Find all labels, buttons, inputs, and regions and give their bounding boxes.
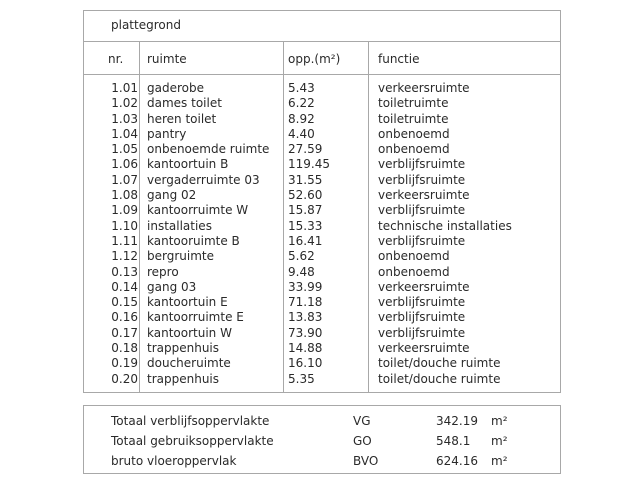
room-function: toiletruimte (378, 96, 449, 111)
total-value: 342.19 (436, 414, 478, 428)
column-header-functie: functie (378, 52, 420, 66)
room-number: 1.12 (111, 249, 138, 264)
room-function: verkeersruimte (378, 341, 470, 356)
totals-row (84, 451, 560, 471)
room-number: 0.18 (111, 341, 138, 356)
room-name: onbenoemde ruimte (147, 142, 270, 157)
room-function: toilet/douche ruimte (378, 356, 501, 371)
total-value: 548.1 (436, 434, 471, 448)
room-area: 15.33 (288, 218, 323, 233)
column-header-opp: opp.(m²) (288, 52, 341, 66)
table-row (84, 356, 560, 371)
room-number: 1.10 (111, 218, 138, 233)
room-function: verblijfsruimte (378, 295, 466, 310)
room-name: kantoortuin B (147, 157, 229, 172)
room-number: 1.07 (111, 172, 138, 187)
room-area: 5.35 (288, 371, 315, 386)
room-function: onbenoemd (378, 264, 450, 279)
table-body (84, 81, 560, 387)
room-area: 33.99 (288, 279, 323, 294)
table-row (84, 96, 560, 111)
table-title: plattegrond (111, 18, 181, 32)
room-function: verblijfsruimte (378, 203, 466, 218)
room-function: onbenoemd (378, 249, 450, 264)
room-number: 1.11 (111, 233, 138, 248)
room-name: heren toilet (147, 111, 217, 126)
total-value: 624.16 (436, 454, 478, 468)
room-function: onbenoemd (378, 142, 450, 157)
room-area: 27.59 (288, 142, 323, 157)
room-area: 31.55 (288, 172, 323, 187)
room-area: 15.87 (288, 203, 323, 218)
room-number: 0.19 (111, 356, 138, 371)
room-number: 1.02 (111, 96, 138, 111)
room-name: kantoortuin W (147, 325, 232, 340)
room-area: 6.22 (288, 96, 315, 111)
divider (84, 74, 560, 75)
room-name: kantoortuin E (147, 295, 228, 310)
totals-row (84, 431, 560, 451)
room-name: kantoorruimte W (147, 203, 249, 218)
room-number: 0.14 (111, 279, 138, 294)
room-area: 71.18 (288, 295, 323, 310)
room-number: 0.15 (111, 295, 138, 310)
room-number: 1.05 (111, 142, 138, 157)
total-label: Totaal gebruiksoppervlakte (111, 434, 274, 448)
room-number: 0.20 (111, 371, 138, 386)
table-row (84, 234, 560, 249)
table-row (84, 295, 560, 310)
room-name: dames toilet (147, 96, 222, 111)
table-row (84, 280, 560, 295)
table-row (84, 310, 560, 325)
room-function: verblijfsruimte (378, 310, 466, 325)
total-code: GO (353, 434, 372, 448)
room-area: 52.60 (288, 188, 323, 203)
room-name: gaderobe (147, 81, 204, 95)
table-row (84, 81, 560, 96)
room-area: 5.43 (288, 81, 315, 95)
room-function: toiletruimte (378, 111, 449, 126)
total-unit: m² (491, 414, 508, 428)
room-number: 0.17 (111, 325, 138, 340)
room-table (83, 10, 561, 393)
totals-box (83, 405, 561, 474)
table-row (84, 173, 560, 188)
room-number: 1.03 (111, 111, 138, 126)
room-area: 73.90 (288, 325, 323, 340)
total-code: VG (353, 414, 371, 428)
table-row (84, 112, 560, 127)
table-row (84, 372, 560, 387)
room-area: 8.92 (288, 111, 315, 126)
room-area: 14.88 (288, 341, 323, 356)
room-name: vergaderruimte 03 (147, 172, 260, 187)
room-function: verblijfsruimte (378, 157, 466, 172)
totals-row (84, 411, 560, 431)
room-number: 1.08 (111, 188, 138, 203)
room-name: bergruimte (147, 249, 214, 264)
room-name: repro (147, 264, 179, 279)
table-row (84, 203, 560, 218)
room-number: 1.04 (111, 126, 138, 141)
room-area: 16.10 (288, 356, 323, 371)
room-area: 16.41 (288, 233, 323, 248)
column-header-ruimte: ruimte (147, 52, 187, 66)
room-name: trappenhuis (147, 341, 220, 356)
total-label: Totaal verblijfsoppervlakte (111, 414, 270, 428)
total-unit: m² (491, 454, 508, 468)
table-row (84, 341, 560, 356)
room-area: 119.45 (288, 157, 330, 172)
room-name: pantry (147, 126, 187, 141)
room-name: installaties (147, 218, 212, 233)
table-row (84, 157, 560, 172)
room-name: kantoorruimte E (147, 310, 244, 325)
room-function: verkeersruimte (378, 279, 470, 294)
divider (84, 41, 560, 42)
room-name: gang 03 (147, 279, 197, 294)
room-name: kantooruimte B (147, 233, 240, 248)
room-area: 9.48 (288, 264, 315, 279)
room-function: verkeersruimte (378, 188, 470, 203)
room-function: verblijfsruimte (378, 233, 466, 248)
room-function: verblijfsruimte (378, 172, 466, 187)
room-function: toilet/douche ruimte (378, 371, 501, 386)
total-label: bruto vloeroppervlak (111, 454, 237, 468)
room-number: 1.09 (111, 203, 138, 218)
room-number: 1.06 (111, 157, 138, 172)
table-row (84, 249, 560, 264)
total-unit: m² (491, 434, 508, 448)
room-number: 0.16 (111, 310, 138, 325)
column-header-nr: nr. (108, 52, 124, 66)
table-row (84, 265, 560, 280)
total-code: BVO (353, 454, 379, 468)
room-function: technische installaties (378, 218, 512, 233)
table-row (84, 219, 560, 234)
room-function: verkeersruimte (378, 81, 470, 95)
room-function: verblijfsruimte (378, 325, 466, 340)
room-number: 0.13 (111, 264, 138, 279)
room-name: trappenhuis (147, 371, 220, 386)
room-name: gang 02 (147, 188, 197, 203)
room-function: onbenoemd (378, 126, 450, 141)
room-area: 5.62 (288, 249, 315, 264)
room-name: doucheruimte (147, 356, 231, 371)
table-row (84, 142, 560, 157)
table-row (84, 326, 560, 341)
table-row (84, 127, 560, 142)
room-area: 13.83 (288, 310, 323, 325)
table-row (84, 188, 560, 203)
room-number: 1.01 (111, 81, 138, 95)
room-area: 4.40 (288, 126, 315, 141)
